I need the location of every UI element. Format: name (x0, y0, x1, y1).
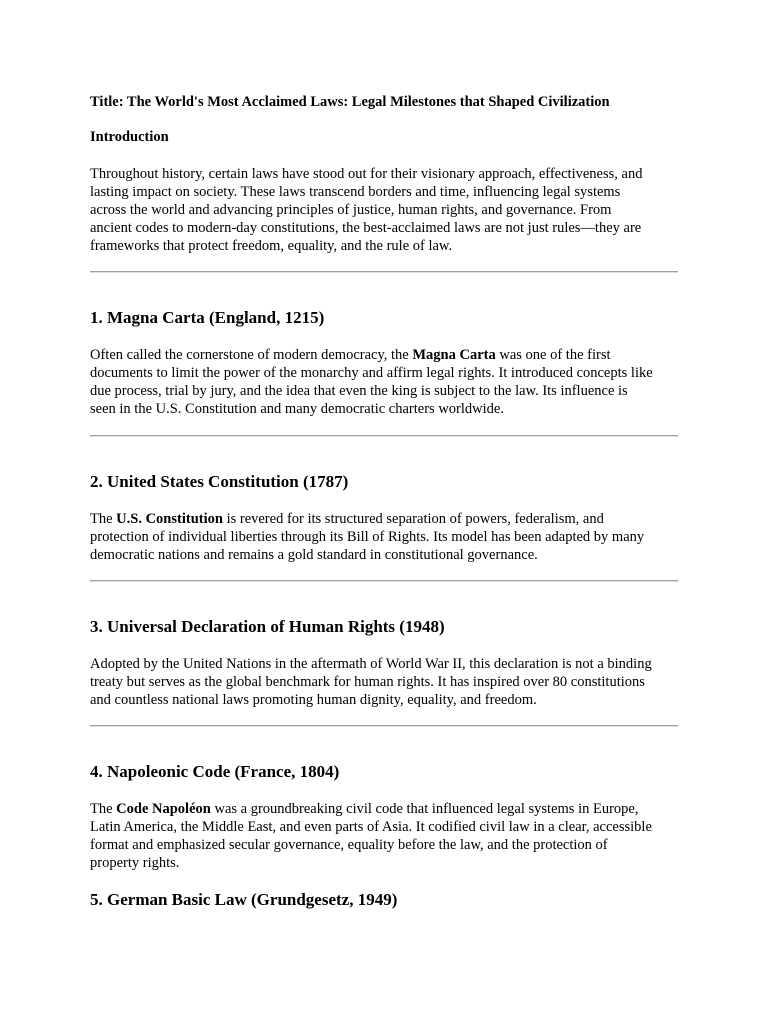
bold-term: Magna Carta (412, 347, 496, 363)
paragraph-line: protection of individual liberties through its Bill of Rights. Its model has been adapted by many (90, 529, 645, 545)
section-heading-us-constitution: 2. United States Constitution (1787) (90, 472, 349, 491)
paragraph-line: due process, trial by jury, and the idea that even the king is subject to the law. Its influence is (90, 383, 628, 399)
text-run: The (90, 511, 117, 527)
bold-term: U.S. Constitution (116, 511, 223, 527)
paragraph-line: Latin America, the Middle East, and even parts of Asia. It codified civil law in a clear, accessible (90, 819, 652, 835)
intro-line: lasting impact on society. These laws transcend borders and time, influencing legal systems (90, 184, 621, 200)
paragraph-line (90, 800, 680, 818)
paragraph-line: documents to limit the power of the monarchy and affirm legal rights. It introduced concepts like (90, 365, 653, 381)
paragraph-line: format and emphasized secular governance, equality before the law, and the protection of (90, 837, 608, 853)
section-heading-german-basic-law: 5. German Basic Law (Grundgesetz, 1949) (90, 890, 398, 909)
text-run: is revered for its structured separation of powers, federalism, and (222, 511, 604, 527)
paragraph-line: treaty but serves as the global benchmark for human rights. It has inspired over 80 constitutions (90, 674, 645, 690)
text-run: was a groundbreaking civil code that influenced legal systems in Europe, (210, 801, 639, 817)
intro-line: ancient codes to modern-day constitutions, the best-acclaimed laws are not just rules—they are (90, 220, 642, 236)
intro-line: frameworks that protect freedom, equality, and the rule of law. (90, 238, 453, 254)
intro-paragraph (90, 165, 680, 255)
section-heading-udhr: 3. Universal Declaration of Human Rights (1948) (90, 617, 445, 636)
paragraph-line: and countless national laws promoting human dignity, equality, and freedom. (90, 692, 537, 708)
section-divider (90, 725, 678, 727)
intro-line: across the world and advancing principles of justice, human rights, and governance. From (90, 202, 612, 218)
text-run: was one of the first (495, 347, 611, 363)
paragraph-line (90, 510, 680, 528)
section-paragraph-us-constitution (90, 510, 680, 564)
intro-line: Throughout history, certain laws have stood out for their visionary approach, effectiveness, and (90, 166, 643, 182)
paragraph-line: democratic nations and remains a gold standard in constitutional governance. (90, 547, 538, 563)
section-divider (90, 435, 678, 437)
intro-heading: Introduction (90, 129, 169, 145)
section-heading-magna-carta: 1. Magna Carta (England, 1215) (90, 308, 325, 327)
section-heading-napoleonic-code: 4. Napoleonic Code (France, 1804) (90, 762, 340, 781)
bold-term: Code Napoléon (116, 801, 211, 817)
section-divider (90, 271, 678, 273)
paragraph-line (90, 346, 680, 364)
text-run: The (90, 801, 117, 817)
section-paragraph-udhr (90, 655, 680, 709)
paragraph-line: property rights. (90, 855, 180, 871)
text-run: Often called the cornerstone of modern democracy, the (90, 347, 413, 363)
section-divider (90, 580, 678, 582)
paragraph-line: Adopted by the United Nations in the aftermath of World War II, this declaration is not a binding (90, 656, 652, 672)
section-paragraph-magna-carta (90, 346, 680, 418)
document-title: Title: The World's Most Acclaimed Laws: Legal Milestones that Shaped Civilization (90, 94, 610, 110)
paragraph-line: seen in the U.S. Constitution and many democratic charters worldwide. (90, 401, 504, 417)
section-paragraph-napoleonic-code (90, 800, 680, 872)
